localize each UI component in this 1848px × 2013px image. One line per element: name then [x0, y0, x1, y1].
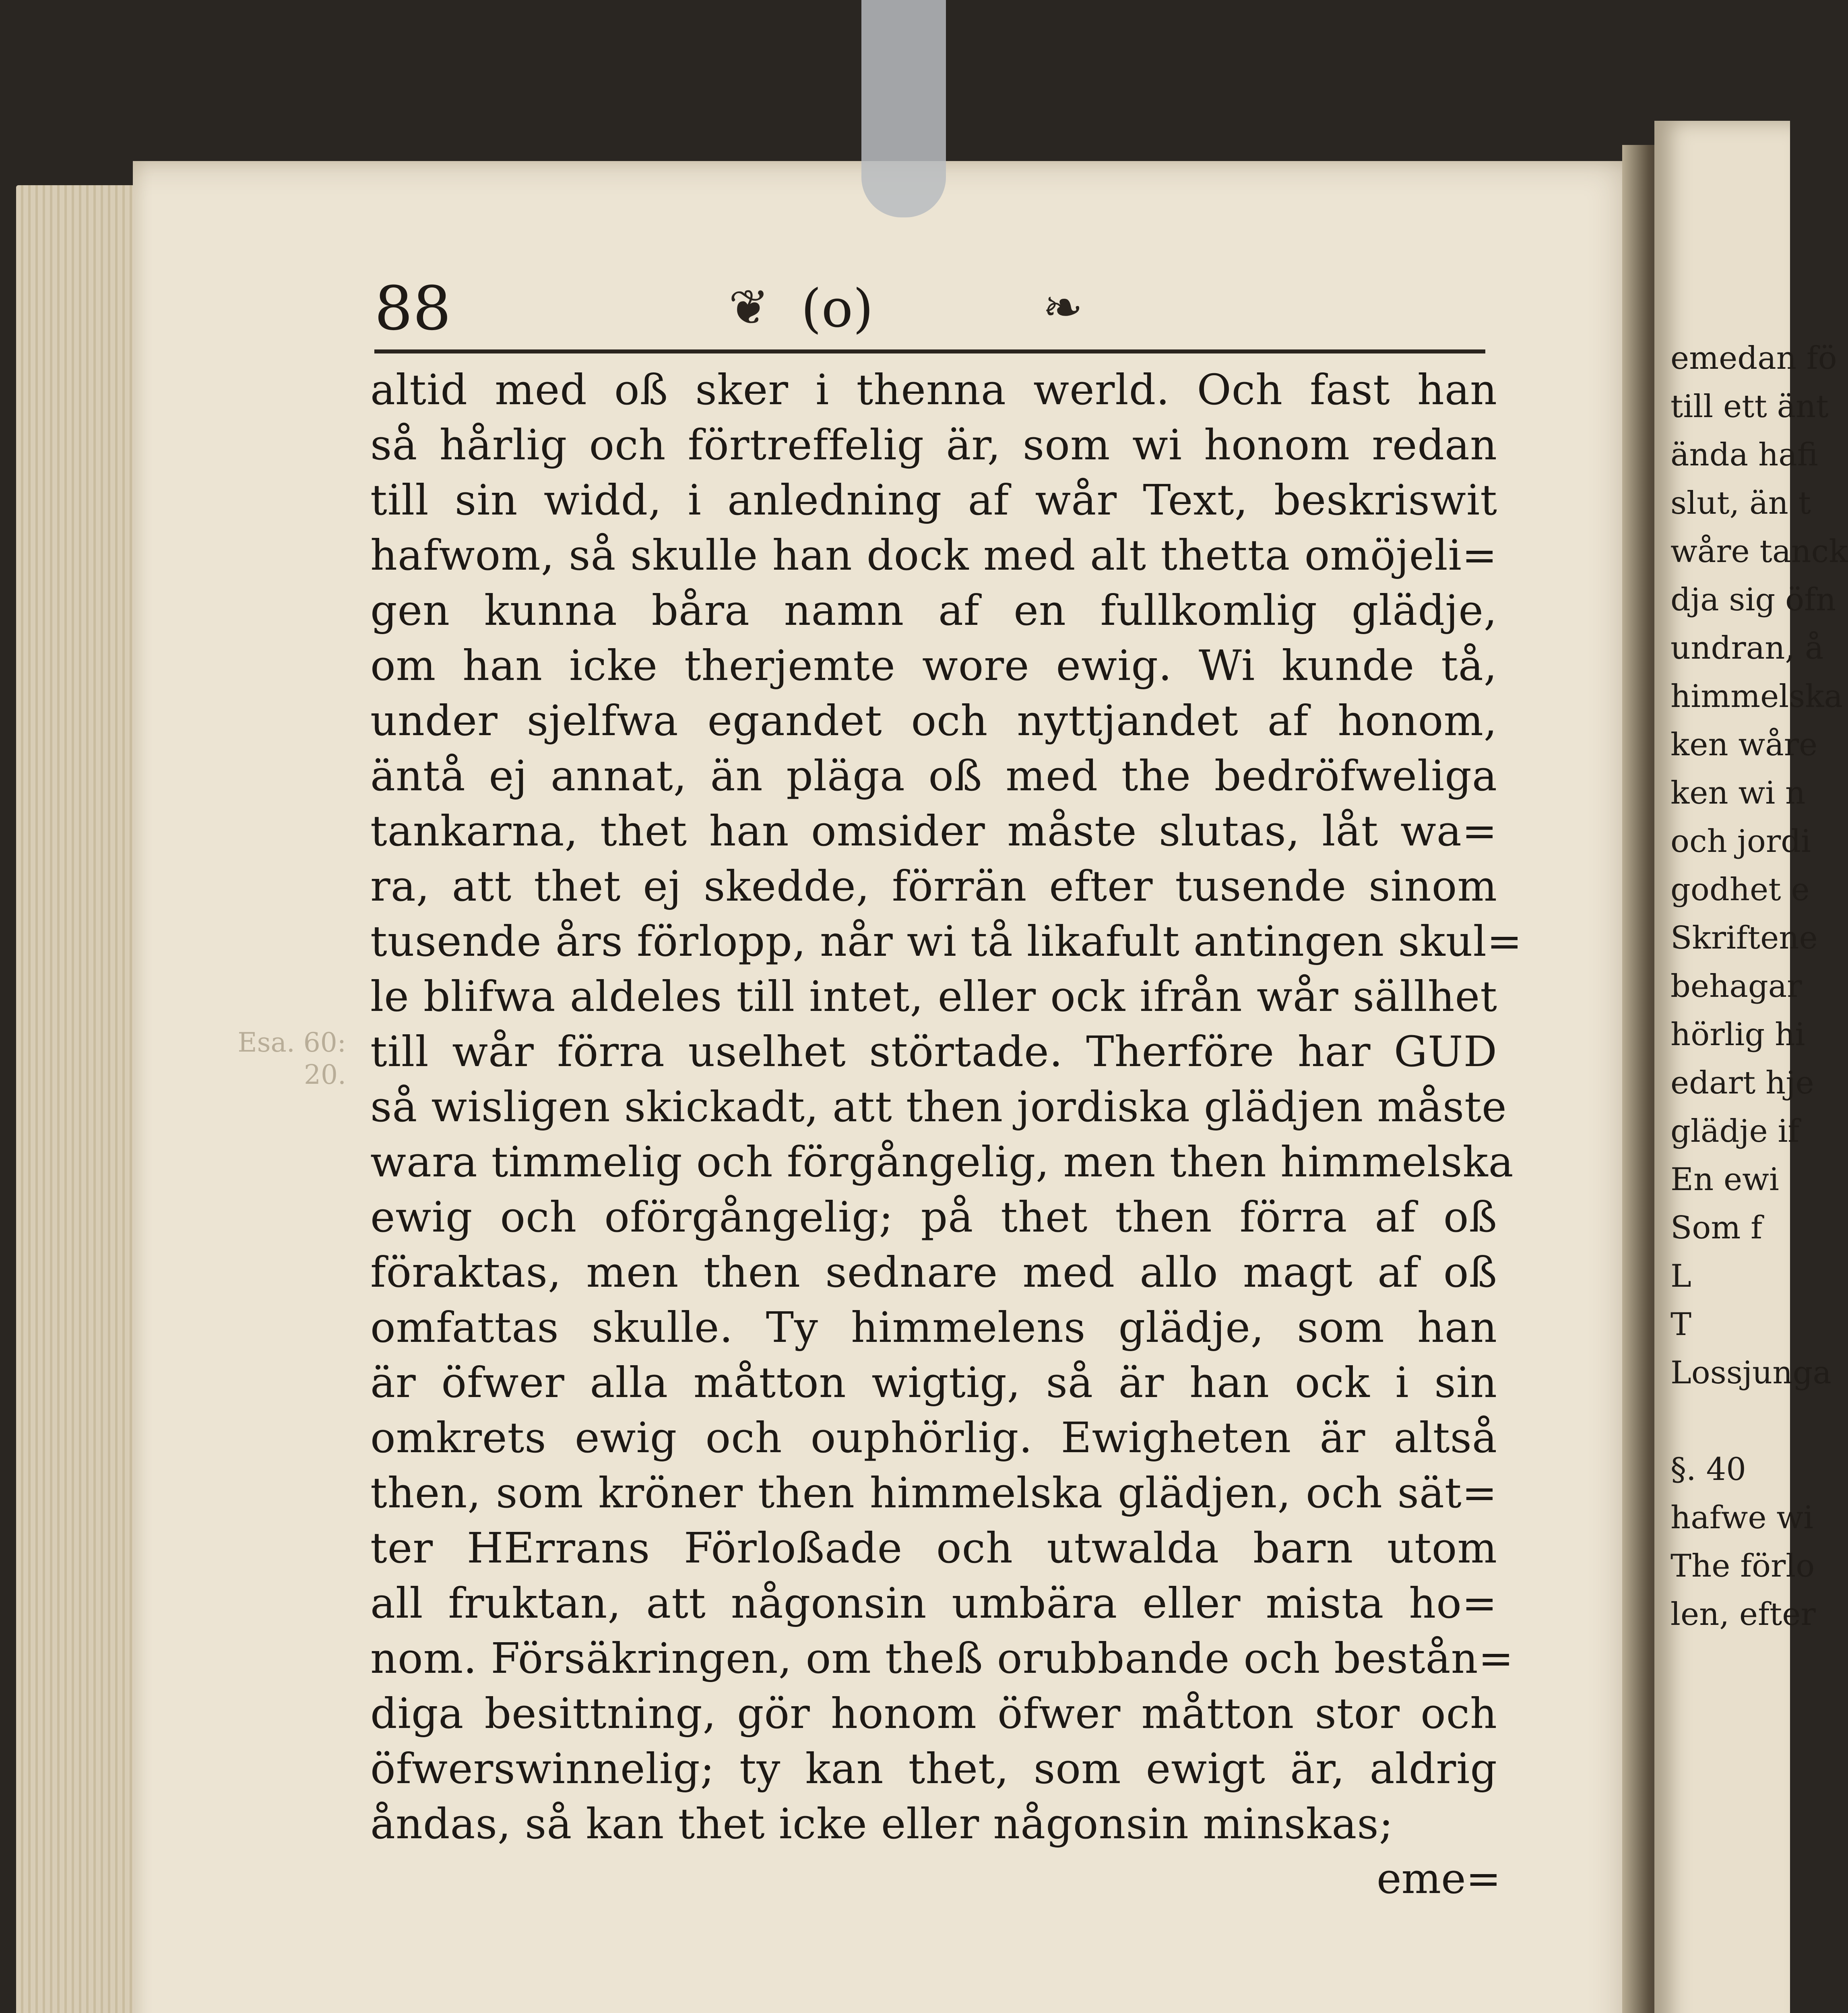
running-head: (o) [801, 278, 873, 339]
text-line: ewig och oförgångelig; på thet then förra af oß [370, 1193, 1497, 1242]
facing-page-line: och jordi [1670, 823, 1811, 860]
facing-page-line: The förlo [1670, 1548, 1815, 1584]
facing-page-line: undran, å [1670, 630, 1824, 666]
text-line: gen kunna båra namn af en fullkomlig glädje, [370, 586, 1497, 635]
facing-page-line: Som f [1670, 1210, 1763, 1246]
text-line: om han icke therjemte wore ewig. Wi kunde tå, [370, 641, 1497, 690]
facing-page-line: till ett änt [1670, 389, 1829, 425]
page-number: 88 [374, 274, 451, 344]
facing-page-line: ken wi n [1670, 775, 1806, 811]
facing-page-line: dja sig öfn [1670, 582, 1836, 618]
facing-page-line [1670, 1397, 1848, 1445]
facing-page-line: slut, än t [1670, 485, 1811, 521]
text-line: omkrets ewig och ouphörlig. Ewigheten är altså [370, 1413, 1497, 1462]
text-line: äntå ej annat, än pläga oß med the bedröfweliga [370, 751, 1497, 800]
text-line: öfwerswinnelig; ty kan thet, som ewigt är, aldrig [370, 1744, 1497, 1793]
facing-page-line: glädje if [1670, 1113, 1800, 1149]
text-line: till sin widd, i anledning af wår Text, beskriswit [370, 475, 1497, 525]
facing-page-line: godhet e [1670, 872, 1810, 908]
book-page-edges [16, 185, 137, 2013]
margin-note-line: 20. [304, 1059, 346, 1090]
body-text [370, 362, 1522, 1852]
facing-page-line: edart hje [1670, 1065, 1814, 1101]
facing-page-line: Lossjunga [1670, 1355, 1831, 1391]
text-line: nom. Försäkringen, om theß orubbande och bestån= [370, 1634, 1514, 1683]
text-line: all fruktan, att någonsin umbära eller mista ho= [370, 1579, 1497, 1628]
text-line: tankarna, thet han omsider måste slutas, låt wa= [370, 806, 1497, 856]
facing-page-line: T [1670, 1306, 1692, 1343]
header-rule [374, 349, 1485, 353]
facing-page-line: len, efter [1670, 1596, 1816, 1633]
text-line: så wisligen skickadt, att then jordiska glädjen måste [370, 1082, 1507, 1131]
facing-page-text [1670, 334, 1848, 1639]
facing-page-line: hafwe wi [1670, 1500, 1814, 1536]
text-line: hafwom, så skulle han dock med alt thetta omöjeli= [370, 531, 1497, 580]
facing-page-line: emedan fö [1670, 340, 1837, 376]
facing-page-line: L [1670, 1258, 1691, 1294]
facing-page-line: En ewi [1670, 1162, 1779, 1198]
catchword: eme= [1377, 1854, 1501, 1903]
facing-page-line: hörlig hi [1670, 1017, 1805, 1053]
text-line: wara timmelig och förgångelig, men then himmelska [370, 1137, 1514, 1186]
text-line: är öfwer alla måtton wigtig, så är han ock i sin [370, 1358, 1497, 1407]
text-line: ter HErrans Förloßade och utwalda barn utom [370, 1523, 1497, 1573]
ornament-left-icon: ❦ [729, 280, 769, 336]
text-line: omfattas skulle. Ty himmelens glädje, som han [370, 1303, 1497, 1352]
text-line: åndas, så kan thet icke eller någonsin minskas; [370, 1799, 1394, 1848]
text-line: le blifwa aldeles till intet, eller ock ifrån wår sällhet [370, 972, 1497, 1021]
facing-page-line: Skriftene [1670, 920, 1818, 956]
page-header [374, 262, 1485, 342]
facing-page-line: §. 40 [1670, 1451, 1746, 1488]
text-line: till wår förra uselhet störtade. Therföre har GUD [370, 1027, 1497, 1076]
text-line: föraktas, men then sednare med allo magt af oß [370, 1248, 1497, 1297]
ornament-right-icon: ❧ [1043, 280, 1083, 336]
facing-page-line: wåre tanck [1670, 533, 1848, 570]
text-line: under sjelfwa egandet och nyttjandet af honom, [370, 696, 1497, 745]
text-line: diga besittning, gör honom öfwer måtton stor och [370, 1689, 1497, 1738]
facing-page-line: behagar [1670, 968, 1802, 1004]
margin-note-line: Esa. 60: [237, 1027, 346, 1058]
text-line: then, som kröner then himmelska glädjen, och sät= [370, 1468, 1497, 1517]
text-line: tusende års förlopp, når wi tå likafult antingen skul= [370, 917, 1522, 966]
text-line: ra, att thet ej skedde, förrän efter tusende sinom [370, 862, 1497, 911]
text-line: altid med oß sker i thenna werld. Och fast han [370, 365, 1497, 414]
facing-page-line: himmelska [1670, 678, 1843, 715]
text-line: så hårlig och förtreffelig är, som wi honom redan [370, 420, 1497, 469]
bleed-through-margin-note [225, 1027, 346, 1091]
facing-page-line: ken wåre [1670, 727, 1818, 763]
facing-page-line: ända hafi [1670, 437, 1818, 473]
page-holder-clip-top [861, 0, 946, 217]
